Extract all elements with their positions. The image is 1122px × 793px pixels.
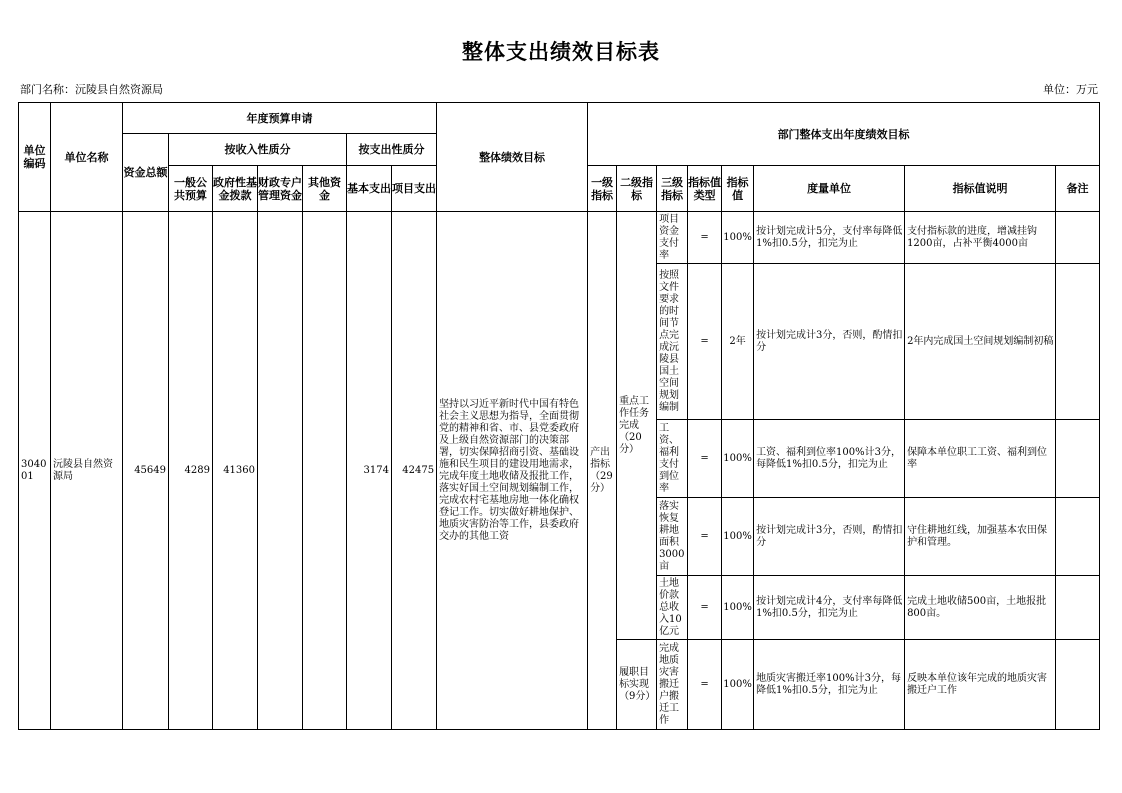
- cell-indicator-value: 2年: [722, 264, 754, 420]
- cell-indicator-value: 100%: [722, 576, 754, 640]
- cell-value-desc: 守住耕地红线，加强基本农田保护和管理。: [905, 498, 1056, 576]
- header-value-desc: 指标值说明: [905, 166, 1056, 212]
- performance-table: [18, 102, 1100, 730]
- header-annual-budget: 年度预算申请: [123, 103, 437, 134]
- cell-gov-fund: 41360: [213, 212, 258, 730]
- cell-value-desc: 支付指标款的进度，增减挂钩1200亩，占补平衡4000亩: [905, 212, 1056, 264]
- cell-measure-unit: 按计划完成计3分，否则，酌情扣分: [754, 498, 905, 576]
- header-level3: 三级指标: [657, 166, 688, 212]
- header-unit-name: 单位名称: [51, 103, 123, 212]
- cell-remark: [1056, 212, 1100, 264]
- header-indicator-value: 指标值: [722, 166, 754, 212]
- cell-value-desc: 反映本单位该年完成的地质灾害搬迁户工作: [905, 640, 1056, 730]
- header-overall-goal: 整体绩效目标: [437, 103, 588, 212]
- cell-basic-expense: 3174: [347, 212, 392, 730]
- header-level2: 二级指标: [617, 166, 657, 212]
- cell-unit-name: 沅陵县自然资源局: [51, 212, 123, 730]
- cell-level2-duty-goals: 履职目标实现（9分）: [617, 640, 657, 730]
- cell-indicator-type: =: [688, 498, 722, 576]
- cell-indicator-type: =: [688, 264, 722, 420]
- header-dept-goal: 部门整体支出年度绩效目标: [588, 103, 1100, 166]
- cell-level3: 土地价款总收入10亿元: [657, 576, 688, 640]
- cell-indicator-value: 100%: [722, 212, 754, 264]
- header-other-funds: 其他资金: [303, 166, 347, 212]
- cell-project-expense: 42475: [392, 212, 437, 730]
- cell-measure-unit: 按计划完成计5分，支付率每降低1%扣0.5分，扣完为止: [754, 212, 905, 264]
- cell-indicator-value: 100%: [722, 420, 754, 498]
- department-name: 部门名称：沅陵县自然资源局: [20, 83, 163, 96]
- cell-level1: 产出指标（29分）: [588, 212, 617, 730]
- header-unit-code: 单位编码: [19, 103, 51, 212]
- header-gov-fund: 政府性基金拨款: [213, 166, 258, 212]
- cell-value-desc: 2年内完成国土空间规划编制初稿: [905, 264, 1056, 420]
- header-indicator-type: 指标值类型: [688, 166, 722, 212]
- cell-value-desc: 保障本单位职工工资、福利到位率: [905, 420, 1056, 498]
- cell-remark: [1056, 498, 1100, 576]
- table-row: [19, 212, 1100, 264]
- cell-level2-key-tasks: 重点工作任务完成（20分）: [617, 212, 657, 640]
- header-by-income: 按收入性质分: [169, 134, 347, 166]
- cell-indicator-type: =: [688, 576, 722, 640]
- cell-unit-code: 304001: [19, 212, 51, 730]
- cell-level3: 完成地质灾害搬迁户搬迁工作: [657, 640, 688, 730]
- cell-level3: 项目资金支付率: [657, 212, 688, 264]
- header-total-funds: 资金总额: [123, 134, 169, 212]
- page-title: 整体支出绩效目标表: [462, 40, 660, 64]
- cell-remark: [1056, 640, 1100, 730]
- header-fiscal-special: 财政专户管理资金: [258, 166, 303, 212]
- cell-indicator-value: 100%: [722, 498, 754, 576]
- header-general-budget: 一般公共预算: [169, 166, 213, 212]
- cell-level3: 按照文件要求的时间节点完成沅陵县国土空间规划编制: [657, 264, 688, 420]
- header-basic-expense: 基本支出: [347, 166, 392, 212]
- header-project-expense: 项目支出: [392, 166, 437, 212]
- cell-value-desc: 完成土地收储500亩，土地报批800亩。: [905, 576, 1056, 640]
- cell-overall-goal: 坚持以习近平新时代中国有特色社会主义思想为指导，全面贯彻党的精神和省、市、县党委政府及上级自然资源部门的决策部署，切实保障招商引资、基础设施和民生项目的建设用地需求，完成年度土地收储及报批工作，落实好国土空间规划编制工作，完成农村宅基地房地一体化确权登记工作。切实做好耕地保护、地质灾害防治等工作，县委政府交办的其他工资: [437, 212, 588, 730]
- currency-unit: 单位：万元: [1043, 83, 1098, 96]
- header-measure-unit: 度量单位: [754, 166, 905, 212]
- header-by-expense: 按支出性质分: [347, 134, 437, 166]
- cell-indicator-type: =: [688, 212, 722, 264]
- header-level1: 一级指标: [588, 166, 617, 212]
- cell-indicator-type: =: [688, 420, 722, 498]
- cell-other-funds: [303, 212, 347, 730]
- cell-indicator-value: 100%: [722, 640, 754, 730]
- cell-indicator-type: =: [688, 640, 722, 730]
- cell-remark: [1056, 420, 1100, 498]
- cell-remark: [1056, 576, 1100, 640]
- cell-measure-unit: 按计划完成计4分，支付率每降低1%扣0.5分，扣完为止: [754, 576, 905, 640]
- cell-level3: 落实恢复耕地面积3000亩: [657, 498, 688, 576]
- cell-remark: [1056, 264, 1100, 420]
- cell-level3: 工资、福利支付到位率: [657, 420, 688, 498]
- cell-fiscal-special: [258, 212, 303, 730]
- cell-measure-unit: 工资、福利到位率100%计3分，每降低1%扣0.5分，扣完为止: [754, 420, 905, 498]
- cell-measure-unit: 地质灾害搬迁率100%计3分，每降低1%扣0.5分，扣完为止: [754, 640, 905, 730]
- cell-measure-unit: 按计划完成计3分，否则，酌情扣分: [754, 264, 905, 420]
- header-remark: 备注: [1056, 166, 1100, 212]
- cell-total-funds: 45649: [123, 212, 169, 730]
- cell-general-budget: 4289: [169, 212, 213, 730]
